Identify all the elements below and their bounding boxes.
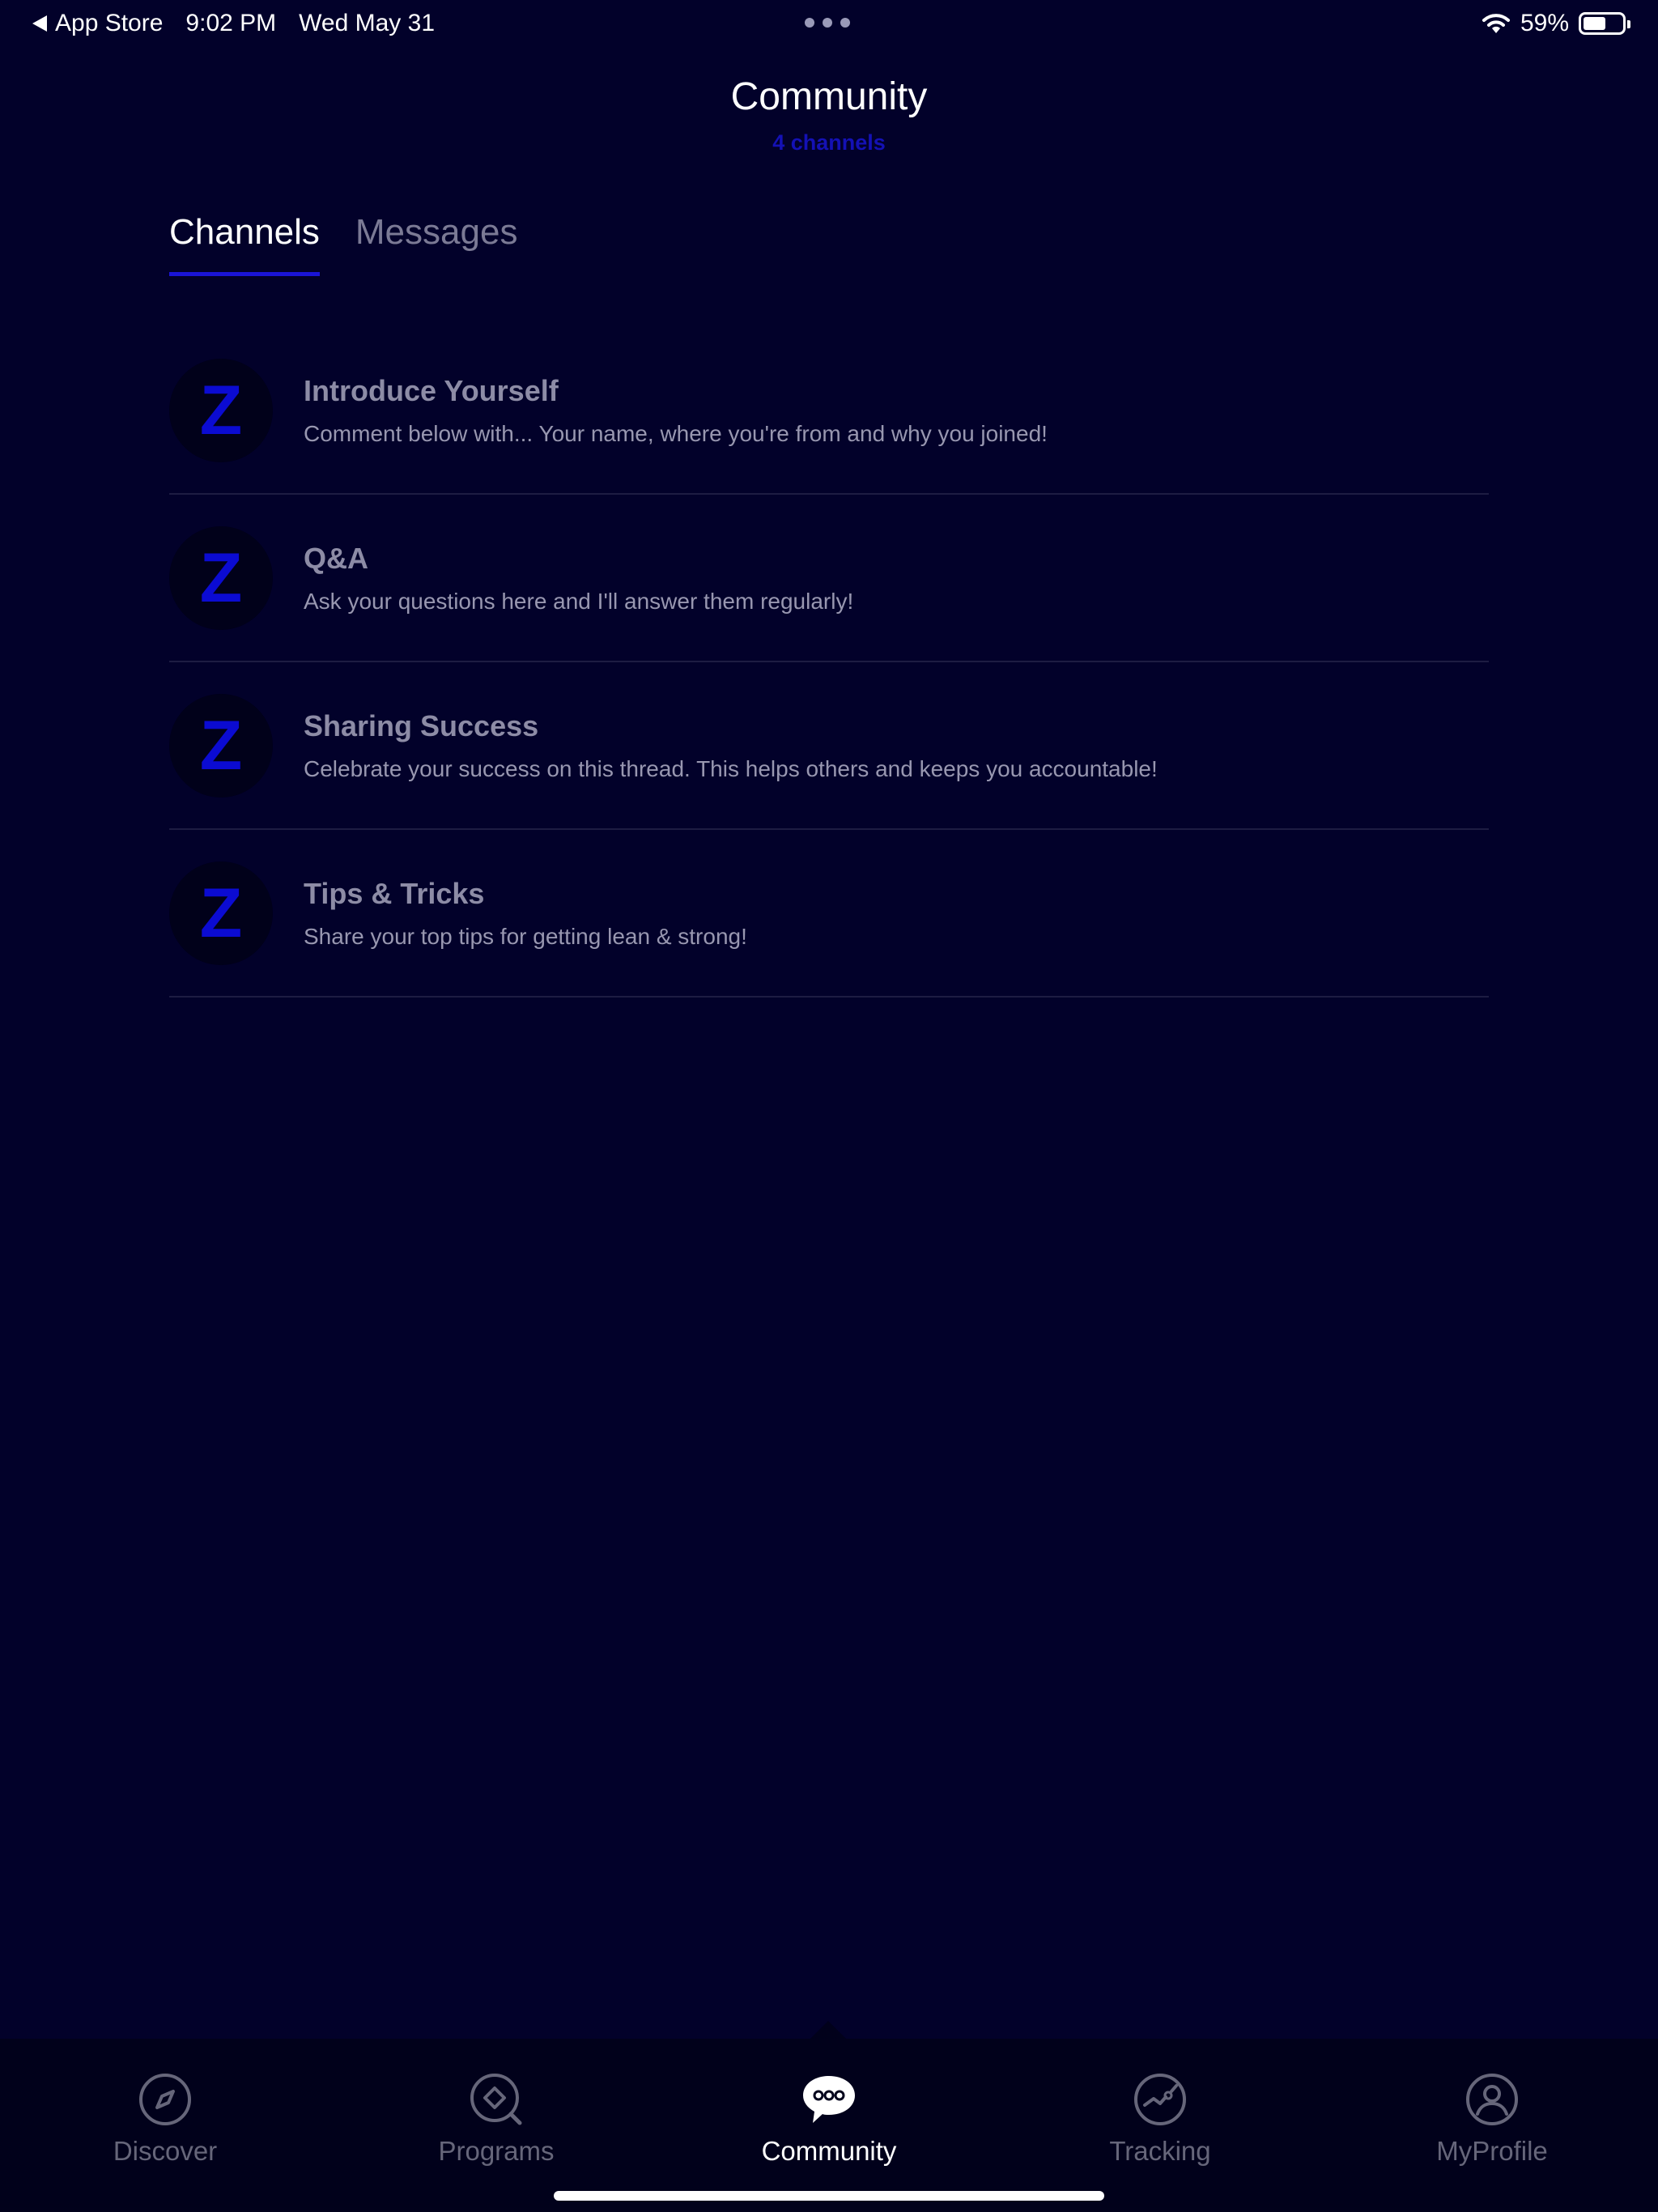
channel-avatar: [169, 359, 273, 462]
channel-avatar: [169, 861, 273, 965]
tab-discover[interactable]: [68, 2071, 262, 2167]
tab-tracking[interactable]: [1063, 2071, 1257, 2167]
community-tabs: [169, 212, 517, 276]
back-arrow-icon: [32, 15, 47, 32]
status-date: Wed May 31: [299, 10, 436, 36]
back-app-label: App Store: [55, 10, 164, 36]
status-time: 9:02 PM: [185, 10, 277, 36]
channel-title: Tips & Tricks: [304, 876, 485, 910]
page-header: [0, 74, 1658, 155]
battery-fill: [1584, 17, 1605, 30]
channel-text: [304, 877, 747, 950]
channel-description: Share your top tips for getting lean & strong!: [304, 923, 747, 949]
channel-row-introduce-yourself[interactable]: [169, 327, 1489, 495]
battery-nub: [1627, 20, 1630, 28]
profile-icon: [1464, 2071, 1520, 2128]
tab-programs[interactable]: [399, 2071, 593, 2167]
tab-label: Programs: [438, 2136, 555, 2166]
tab-label: MyProfile: [1436, 2136, 1548, 2166]
programs-search-icon: [468, 2071, 525, 2128]
avatar-letter: Z: [199, 706, 243, 785]
chat-bubble-icon: [801, 2071, 857, 2128]
channel-row-sharing-success[interactable]: [169, 662, 1489, 830]
tab-community[interactable]: [732, 2071, 926, 2167]
tab-channels[interactable]: Channels: [169, 212, 320, 276]
avatar-letter: Z: [199, 371, 243, 449]
avatar-letter: Z: [199, 874, 243, 952]
compass-icon: [137, 2071, 193, 2128]
back-to-app-store[interactable]: [32, 10, 163, 37]
status-right: [1482, 10, 1626, 37]
dot: [805, 18, 814, 28]
battery-icon: [1579, 12, 1626, 35]
channel-title: Sharing Success: [304, 708, 539, 742]
channel-count: 4 channels: [772, 130, 886, 155]
channel-text: [304, 542, 853, 615]
active-tab-notch: [810, 2021, 846, 2039]
avatar-letter: Z: [199, 538, 243, 617]
status-left: [32, 10, 435, 37]
bottom-tab-bar: [0, 2039, 1658, 2212]
page-title: Community: [730, 75, 928, 118]
battery-percent: 59%: [1520, 10, 1569, 36]
tab-label: Discover: [113, 2136, 218, 2166]
channel-row-tips-tricks[interactable]: [169, 830, 1489, 998]
channel-avatar: [169, 526, 273, 630]
channel-title: Q&A: [304, 541, 368, 575]
dot: [840, 18, 850, 28]
wifi-icon: [1482, 12, 1511, 35]
dot: [823, 18, 832, 28]
channel-text: [304, 374, 1048, 447]
status-bar: [0, 0, 1658, 47]
channel-description: Ask your questions here and I'll answer them regularly!: [304, 588, 854, 614]
channel-title: Introduce Yourself: [304, 373, 559, 407]
channel-row-qa[interactable]: [169, 495, 1489, 662]
tracking-chart-icon: [1132, 2071, 1188, 2128]
channel-description: Celebrate your success on this thread. This helps others and keeps you accountable!: [304, 755, 1158, 781]
channel-description: Comment below with... Your name, where you're from and why you joined!: [304, 420, 1048, 446]
multitask-dots-icon[interactable]: [805, 18, 850, 28]
tab-label: Community: [761, 2136, 897, 2166]
home-indicator[interactable]: [554, 2191, 1104, 2201]
channel-text: [304, 709, 1158, 782]
channel-avatar: [169, 694, 273, 798]
tab-myprofile[interactable]: [1395, 2071, 1589, 2167]
channel-list: [169, 327, 1489, 998]
tab-messages[interactable]: Messages: [355, 212, 518, 252]
tab-label: Tracking: [1109, 2136, 1211, 2166]
